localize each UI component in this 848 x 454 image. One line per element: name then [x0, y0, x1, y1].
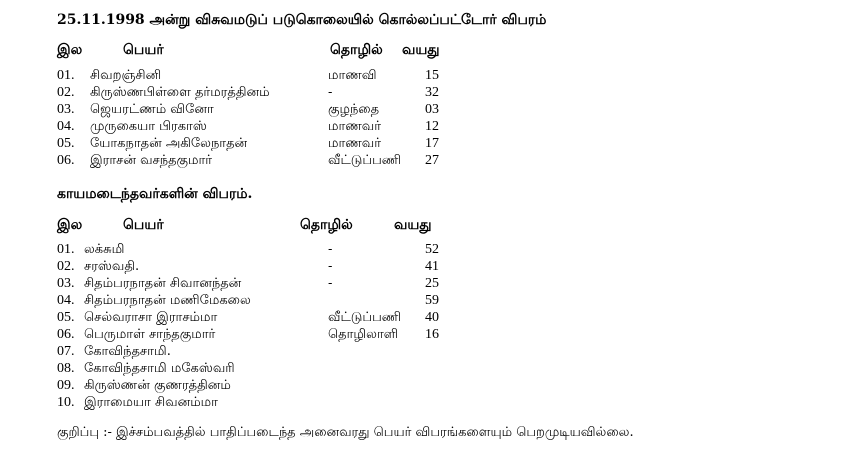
- injured-row-4-name: சிதம்பரநாதன் மணிமேகலை: [84, 293, 251, 308]
- injured-header-age: வயது: [394, 217, 432, 233]
- injured-row-3-age: 25: [425, 276, 439, 291]
- injured-row-8-no: 08.: [57, 361, 75, 376]
- killed-row-5-age: 17: [425, 136, 439, 151]
- injured-row-9-no: 09.: [57, 378, 75, 393]
- killed-row-1-name: சிவறஞ்சினி: [90, 68, 162, 83]
- injured-row-3-occupation: -: [328, 276, 333, 291]
- injured-row-8-name: கோவிந்தசாமி மகேஸ்வரி: [84, 361, 235, 376]
- injured-row-6-age: 16: [425, 327, 439, 342]
- injured-row-2-name: சரஸ்வதி.: [84, 259, 140, 274]
- killed-row-2-age: 32: [425, 85, 439, 100]
- injured-row-5-occupation: வீட்டுப்பணி: [328, 310, 402, 325]
- killed-row-2-name: கிருஸ்ணபிள்ளை தர்மரத்தினம்: [90, 85, 270, 100]
- page-title: 25.11.1998 அன்று விசுவமடுப் படுகொலையில் கொல்லப்பட்டோர் விபரம்: [57, 12, 547, 28]
- killed-row-3-no: 03.: [57, 102, 75, 117]
- injured-row-1-name: லக்சுமி: [84, 242, 125, 257]
- injured-row-2-occupation: -: [328, 259, 333, 274]
- injured-section-title: காயமடைந்தவர்களின் விபரம்.: [57, 186, 253, 202]
- injured-header-no: இல: [57, 217, 83, 233]
- killed-row-3-name: ஜெயரட்ணம் வினோ: [90, 102, 214, 117]
- killed-row-6-occupation: வீட்டுப்பணி: [328, 153, 402, 168]
- injured-row-3-no: 03.: [57, 276, 75, 291]
- killed-row-2-no: 02.: [57, 85, 75, 100]
- injured-row-1-age: 52: [425, 242, 439, 257]
- killed-row-2-occupation: -: [328, 85, 333, 100]
- injured-row-6-occupation: தொழிலாளி: [328, 327, 399, 342]
- killed-row-5-name: யோகநாதன் அகிலேநாதன்: [90, 136, 248, 151]
- injured-row-6-no: 06.: [57, 327, 75, 342]
- killed-header-age: வயது: [402, 42, 440, 58]
- footnote: குறிப்பு :- இச்சம்பவத்தில் பாதிப்படைந்த அனைவரது பெயர் விபரங்களையும் பெறமுடியவில்லை.: [57, 425, 634, 440]
- killed-row-3-occupation: குழந்தை: [328, 102, 380, 117]
- injured-row-4-age: 59: [425, 293, 439, 308]
- killed-row-5-occupation: மாணவர்: [328, 136, 382, 151]
- injured-row-5-no: 05.: [57, 310, 75, 325]
- injured-row-7-no: 07.: [57, 344, 75, 359]
- killed-row-3-age: 03: [425, 102, 439, 117]
- killed-row-4-name: முருகையா பிரகாஸ்: [90, 119, 207, 134]
- killed-header-no: இல: [57, 42, 83, 58]
- killed-row-4-no: 04.: [57, 119, 75, 134]
- injured-row-1-no: 01.: [57, 242, 75, 257]
- killed-row-4-occupation: மாணவர்: [328, 119, 382, 134]
- injured-row-2-no: 02.: [57, 259, 75, 274]
- killed-row-5-no: 05.: [57, 136, 75, 151]
- killed-header-name: பெயர்: [123, 42, 164, 58]
- killed-row-6-no: 06.: [57, 153, 75, 168]
- killed-row-1-no: 01.: [57, 68, 75, 83]
- injured-row-6-name: பெருமாள் சாந்தகுமார்: [84, 327, 216, 342]
- injured-row-1-occupation: -: [328, 242, 333, 257]
- injured-row-9-name: கிருஸ்ணன் குணரத்தினம்: [84, 378, 231, 393]
- injured-row-5-name: செல்வராசா இராசம்மா: [84, 310, 218, 325]
- injured-row-5-age: 40: [425, 310, 439, 325]
- injured-header-name: பெயர்: [123, 217, 164, 233]
- killed-header-occupation: தொழில்: [330, 42, 383, 58]
- killed-row-6-age: 27: [425, 153, 439, 168]
- injured-header-occupation: தொழில்: [300, 217, 353, 233]
- killed-row-1-age: 15: [425, 68, 439, 83]
- injured-row-10-name: இராமையா சிவனம்மா: [84, 395, 218, 410]
- injured-row-10-no: 10.: [57, 395, 75, 410]
- killed-row-4-age: 12: [425, 119, 439, 134]
- injured-row-4-no: 04.: [57, 293, 75, 308]
- injured-row-3-name: சிதம்பரநாதன் சிவானந்தன்: [84, 276, 242, 291]
- injured-row-7-name: கோவிந்தசாமி.: [84, 344, 171, 359]
- killed-row-1-occupation: மாணவி: [328, 68, 377, 83]
- killed-row-6-name: இராசன் வசந்தகுமார்: [90, 153, 213, 168]
- injured-row-2-age: 41: [425, 259, 439, 274]
